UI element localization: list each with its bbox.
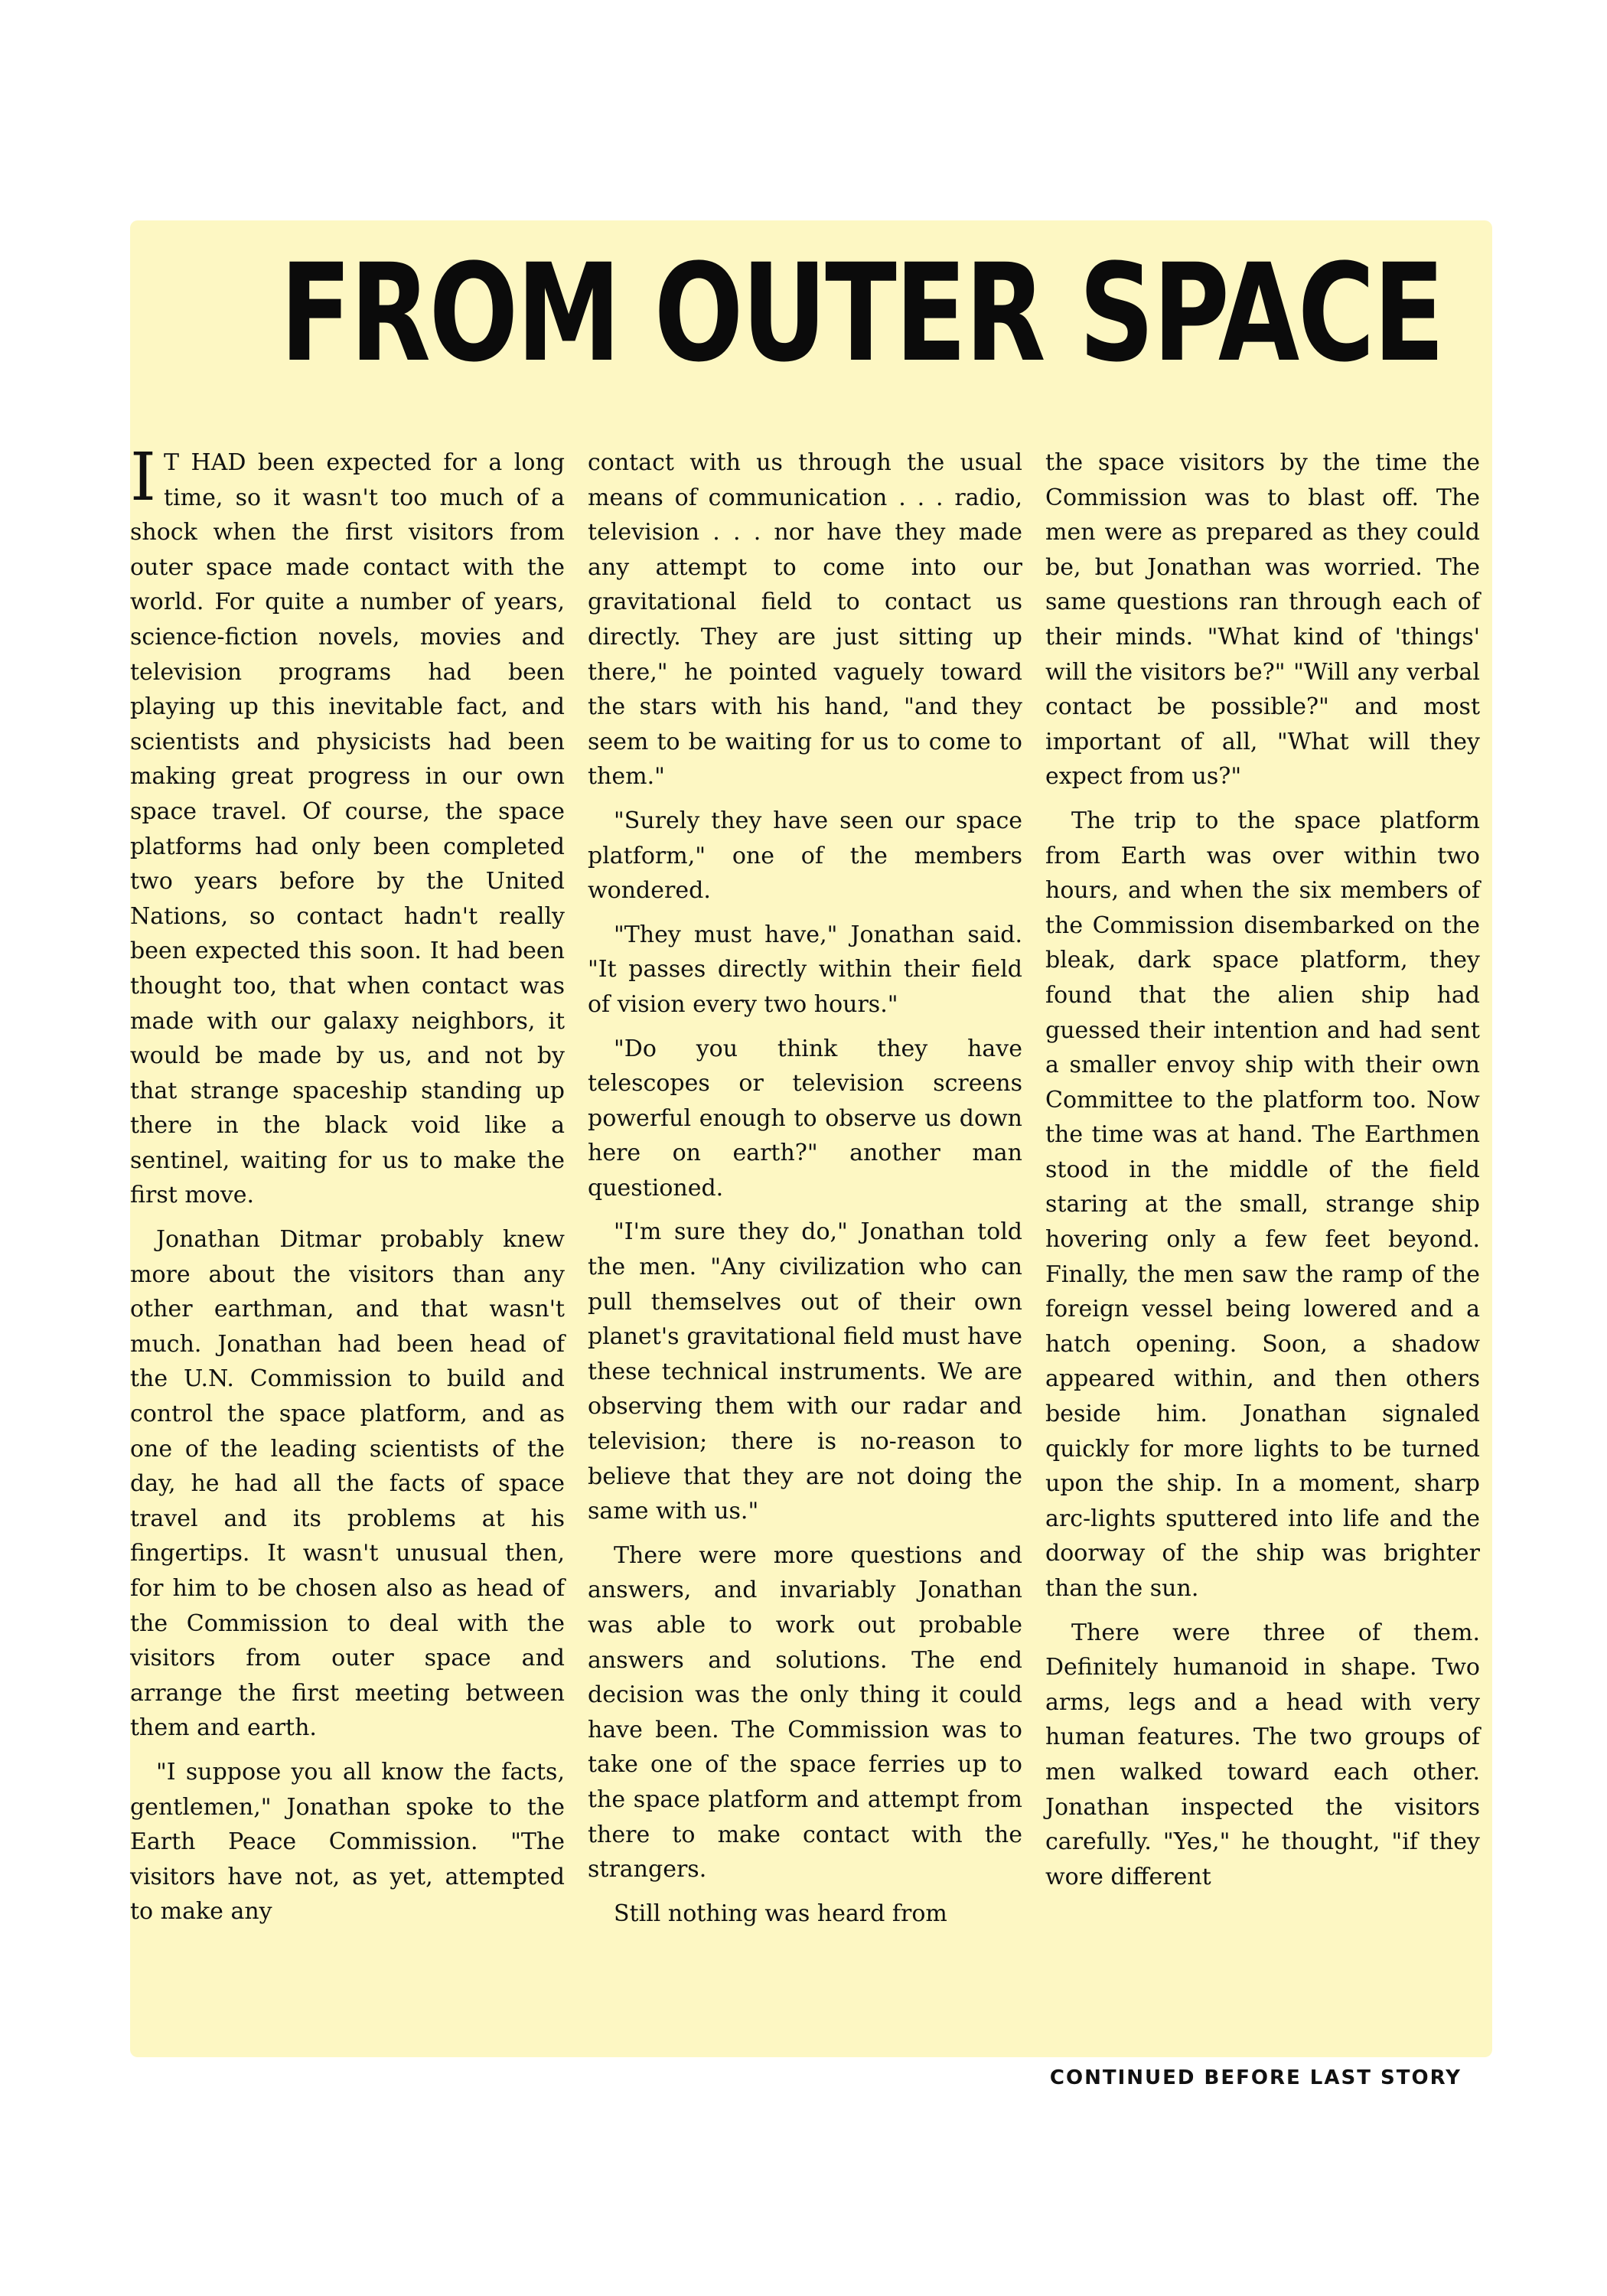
paragraph: The trip to the space platform from Earth was over within two hours, and when the six members of the Commission disembarked on the bleak, dark space platform, they found that the alien ship had guessed their intention and had sent a smaller envoy ship with their own Committee to the platform too. Now the time was at hand. The Earthmen stood in the middle of the field staring at the small, strange ship hovering only a few feet beyond. Finally, the men saw the ramp of the foreign vessel being lowered and a hatch opening. Soon, a shadow appeared within, and then others beside him. Jonathan signaled quickly for more lights to be turned upon the ship. In a moment, sharp arc-lights sputtered into life and the doorway of the ship was brighter than the sun.	[1045, 807, 1480, 1602]
paragraph: the space visitors by the time the Commission was to blast off. The men were as prepared as they could be, but Jonathan was worried. The same questions ran through each of their minds. "What kind of 'things' will the visitors be?" "Will any verbal contact be possible?" and most important of all, "What will they expect from us?"	[1045, 449, 1480, 791]
paragraph: "They must have," Jonathan said. "It passes directly within their field of vision every two hours."	[588, 921, 1022, 1018]
drop-cap: I	[130, 439, 156, 516]
paragraph: There were three of them. Definitely humanoid in shape. Two arms, legs and a head with very human features. The two groups of men walked toward each other. Jonathan inspected the visitors carefully. "Yes," he thought, "if they wore different	[1045, 1619, 1480, 1890]
paragraph: There were more questions and answers, and invariably Jonathan was able to work out probable answers and solutions. The end decision was the only thing it could have been. The Commission was to take one of the space ferries up to the space platform and attempt from there to make contact with the strangers.	[588, 1541, 1022, 1883]
paragraph: "Surely they have seen our space platform," one of the members wondered.	[588, 807, 1022, 905]
continued-note: CONTINUED BEFORE LAST STORY	[1049, 2066, 1462, 2089]
paragraph: "I'm sure they do," Jonathan told the men. "Any civilization who can pull themselves out of their own planet's gravitational field must have these technical instruments. We are observing them with our radar and television; there is no-reason to believe that they are not doing the same with us."	[588, 1218, 1022, 1525]
paragraph: "I suppose you all know the facts, gentlemen," Jonathan spoke to the Earth Peace Commission. "The visitors have not, as yet, attempted to make any	[130, 1758, 565, 1926]
story-title: FROM OUTER SPACE	[279, 235, 1443, 392]
paragraph: contact with us through the usual means of communication . . . radio, television . . . nor have they made any attempt to come into our gravitational field to contact us directly. They are just sitting up there," he pointed vaguely toward the stars with his hand, "and they seem to be waiting for us to come to them."	[588, 449, 1022, 791]
paragraph: I T HAD been expected for a long time, so it wasn't too much of a shock when the first visitors from outer space made contact with the world. For quite a number of years, science-fiction novels, movies and television programs had been playing up this inevitable fact, and scientists and physicists had been making great progress in our own space travel. Of course, the space platforms had only been completed two years before by the United Nations, so contact hadn't really been expected this soon. It had been thought too, that when contact was made with our galaxy neighbors, it would be made by us, and not by that strange spaceship standing up there in the black void like a sentinel, waiting for us to make the first move.	[130, 439, 565, 1209]
paragraph: "Do you think they have telescopes or television screens powerful enough to observe us down here on earth?" another man questioned.	[588, 1035, 1022, 1202]
text-column-3	[1045, 445, 1480, 1903]
paragraph: Still nothing was heard from	[614, 1900, 947, 1927]
text-column-1	[130, 439, 565, 1939]
text-column-2	[588, 445, 1022, 1940]
paragraph: Jonathan Ditmar probably knew more about the visitors than any other earthman, and that wasn't much. Jonathan had been head of the U.N. Commission to build and control the space platform, and as one of the leading scientists of the day, he had all the facts of space travel and its problems at his fingertips. It wasn't unusual then, for him to be chosen also as head of the Commission to deal with the visitors from outer space and arrange the first meeting between them and earth.	[130, 1226, 565, 1742]
